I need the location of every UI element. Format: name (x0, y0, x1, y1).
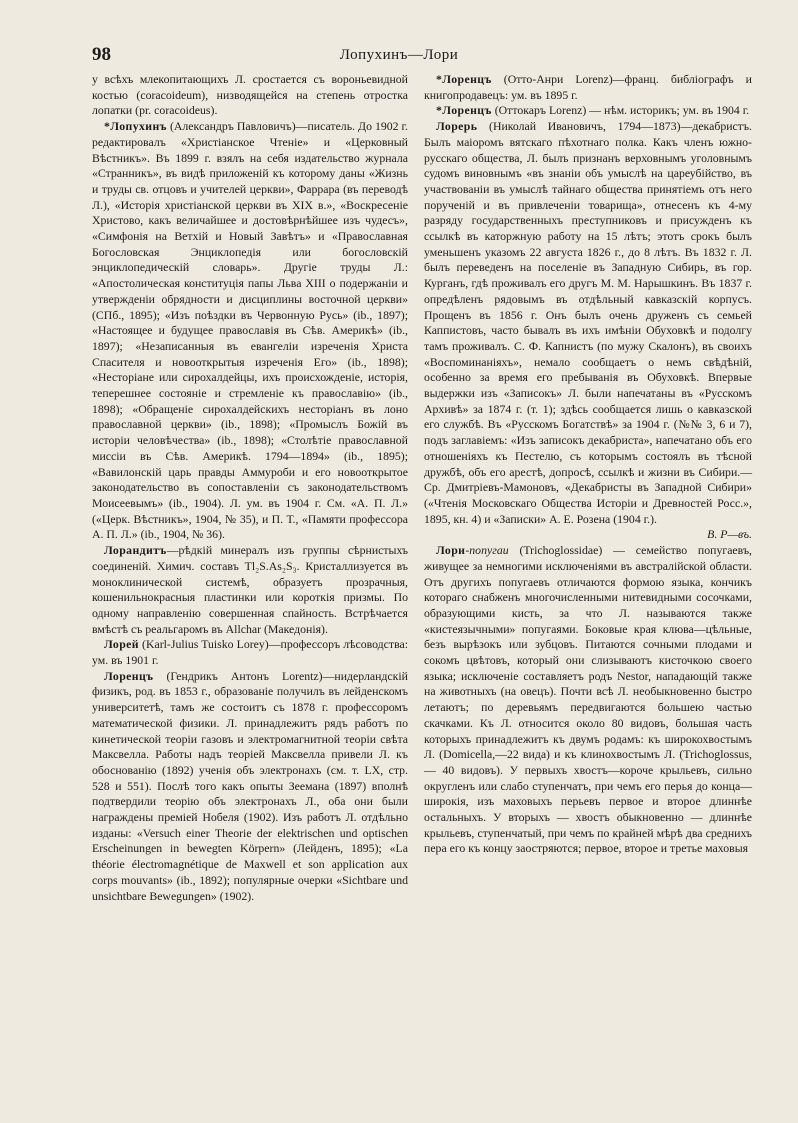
entry-headword: Лоренцъ (104, 668, 154, 683)
entry-text: (Отто-Анри Lorenz)—франц. библіографъ и книгопродавецъ: ум. въ 1895 г. (424, 72, 752, 102)
entry-headword: Лорерь (436, 119, 478, 134)
entry-lopukhin (92, 119, 408, 543)
entry-text: у всѣхъ млекопитающихъ Л. сростается съ вороньевидной костью (coracoideum), низводящейся на степень отростка лопатки (pr. coracoideus). (92, 72, 408, 118)
entry-lorenz-ottokar (424, 103, 752, 119)
entry-headword: Лорандитъ (104, 543, 167, 558)
entry-headword: Лорей (104, 637, 139, 652)
entry-lorey (92, 637, 408, 668)
running-head: Лопухинъ—Лори (339, 47, 459, 63)
author-signature: В. Р—въ. (707, 527, 752, 542)
entry-text: (Оттокаръ Lorenz) — нѣм. историкъ; ум. въ 1904 г. (491, 103, 750, 118)
entry-text: (Karl-Julius Tuisko Lorey)—профессоръ лѣсоводства: ум. въ 1901 г. (92, 637, 408, 668)
entry-headword: *Лопухинъ (104, 119, 167, 134)
page-number: 98 (92, 44, 111, 65)
entry-lorer (424, 119, 752, 543)
entry-headword: *Лоренцъ (436, 103, 492, 118)
entry-text: (Гендрикъ Антонъ Lorentz)—нидерландскій физикъ, род. въ 1853 г., образованіе получилъ въ лейденскомъ университетѣ, тамъ же состоитъ съ 1878 г. профессоромъ математической физики. Л. принадлежитъ рядъ работъ по кинетической теоріи газовъ и электромагнитной теоріи свѣта Максвелла. Работы надъ теоріей Максвелла привели Л. къ обоснованію (1892) ученія объ электронахъ (см. т. LX, стр. 528 и 551). Послѣ того какъ опыты Зеемана (1897) вполнѣ подтвердили теорію объ электронахъ Л., оба они были награждены преміей Нобеля (1902). Изъ работъ Л. отдѣльно изданы: «Versuch einer Theorie der elektrischen und optischen Erscheinungen in bewegten Körpern» (Лейденъ, 1895); «La théorie électromagnétique de Maxwell et son application aux corps mouvants» (ib., 1892); популярные очерки «Sichtbare und unsichtbare Bewegungen» (1902). (92, 668, 408, 903)
entry-text: (Trichoglossidae) — семейство попугаевъ, живущее за немногими исключеніями въ австралійской области. Отъ другихъ попугаевъ отличаются формою языка, кончикъ котораго снабженъ многочисленными нитевидными сосочками, образующими кисть, за что Л. называются также «кистеязычными» попугаями. Боковые края клюва—цѣльные, безъ вырѣзокъ или зубцовъ. Питаются сочными плодами и сокомъ цвѣтовъ, который они слизываютъ кисточкою своего языка; исключеніе составляетъ родъ Nestor, нападающій также на животныхъ (на овецъ). Почти всѣ Л. необыкновенно быстро летаютъ; по деревьямъ передвигаются большею частью скачками. Къ Л. относится около 80 видовъ, большая часть которыхъ принадлежитъ къ двумъ родамъ: къ широкохвостымъ Л. (Domicella,—22 вида) и къ клинохвостымъ Л. (Trichoglossus, — 40 видовъ). У первыхъ хвостъ—короче крыльевъ, сильно округленъ или слабо ступенчатъ, при чемъ его перья до конца—широкія, изъ маховыхъ перьевъ первое и второе длиннѣе остальныхъ. У вторыхъ — хвостъ обыкновенно — длиннѣе крыльевъ, ступенчатый, при чемъ по крайней мѣрѣ два среднихъ пера его къ концу заостряются; первое, второе и третье маховыя (424, 543, 752, 856)
entry-headword: Лори (436, 543, 466, 558)
entry-headword: *Лоренцъ (436, 72, 492, 86)
entry-lori-parrots (424, 543, 752, 857)
entry-lorentz-hendrik (92, 669, 408, 905)
entry-text: (Николай Ивановичъ, 1794—1873)—декабристъ. Былъ маіоромъ вятскаго пѣхотнаго полка. Какъ членъ южно-русскаго общества, Л. былъ признанъ верховнымъ уголовнымъ судомъ виновнымъ «въ знаніи объ умыслѣ на цареубійство, въ участвованіи въ умыслѣ тайнаго общества принятіемъ отъ него порученій и въ привлеченіи товарища», отнесенъ къ 4-му разряду государственныхъ преступниковъ и присужденъ къ ссылкѣ въ каторжную работу на 15 лѣтъ; этотъ срокъ былъ уменьшенъ указомъ 22 августа 1826 г., до 8 лѣтъ. Въ 1832 г. Л. былъ переведенъ на поселеніе въ Западную Сибирь, въ гор. Курганъ, гдѣ проживалъ его другъ М. М. Нарышкинъ. Въ 1837 г. опредѣленъ рядовымъ въ отдѣльный кавказскій корпусъ. Прощенъ въ 1856 г. Онъ былъ очень друженъ съ семьей Каппистовъ, часто бывалъ въ ихъ имѣніи Обуховкѣ и подолгу тамъ проживалъ. С. Ф. Капнистъ (по мужу Скалонъ), въ своихъ «Воспоминаніяхъ», немало сообщаетъ о немъ свѣдѣній, особенно за время его пребыванія въ Обуховкѣ. Впервые выдержки изъ «Записокъ» Л. были напечатаны въ «Русскомъ Архивѣ» за 1874 г. (т. 1); здѣсь сообщается лишь о кавказской его службѣ. Въ «Русскомъ Богатствѣ» за 1904 г. (№№ 3, 6 и 7), подъ заглавіемъ: «Изъ записокъ декабриста», напечатано объ его отношеніяхъ къ Пестелю, съ которымъ состоялъ въ тѣсной дружбѣ, объ его арестѣ, допросѣ, ссылкѣ и жизни въ Сибири.—Ср. Дмитріевъ-Мамоновъ, «Декабристы въ Западной Сибири» («Чтенія Московскаго Общества Исторіи и Древностей Росс.», 1895, кн. 4) и «Записки» А. Е. Розена (1904 г.). (424, 119, 752, 526)
entry-text: —рѣдкій минералъ изъ группы сѣрнистыхъ соединеній. Химич. составъ Tl₂S.As₂S₃. Кристаллизуется въ моноклинической системѣ, образуетъ прозрачныя, кошенильнокрасныя пластинки или короткія призмы. По одному направленію совершенная спайность. Встрѣчается вмѣстѣ съ реальгаромъ въ Allchar (Македонія). (92, 543, 408, 636)
entry-text: (Александръ Павловичъ)—писатель. До 1902 г. редактировалъ «Христіанское Чтеніе» и «Церковный Вѣстникъ». Въ 1899 г. взялъ на себя издательство журнала «Странникъ», въ видѣ приложеній къ которому даны «Жизнь и труды св. отцовъ и учителей церкви», Фаррара (въ переводѣ Л.), «Исторія христіанской церкви въ XIX в.», «Воскресеніе Христово, какъ величайшее и достовѣрнѣйшее изъ чудесъ», «Симфонія на Ветхій и Новый Завѣтъ» и «Православная Богословская Энциклопедія или богословскій энциклопедическій словарь». Другіе труды Л.: «Апостолическая конституція папы Льва XIII о подержаніи и утвержденіи обрядности и дисциплины восточной церкви» (СПб., 1895); «Изъ поѣздки въ Червонную Русь» (ib., 1897); «Настоящее и будущее православія въ Сѣв. Америкѣ» (ib., 1897); «Незаписанныя въ евангеліи изреченія Христа Спасителя и новооткрытыя изреченія Его» (ib., 1898); «Несторіане или сирохалдейцы, ихъ происхожденіе, исторія, теперешнее состояніе и стремленіе къ православію» (ib., 1898); «Обращеніе сирохалдейскихъ несторіанъ въ лоно православной церкви» (ib., 1898); «Промыслъ Божій въ исторіи человѣчества» (ib., 1898); «Столѣтіе православной миссіи въ Сѣв. Америкѣ. 1794—1894» (ib., 1895); «Вавилонскій царь правды Аммуроби и его новооткрытое законодательство въ сопоставленіи съ законодательствомъ Моисеевымъ» (ib., 1904). Л. ум. въ 1904 г. См. «А. П. Л.» («Церк. Вѣстникъ», 1904, № 35), и П. Т., «Памяти профессора А. П. Л.» (ib., 1904, № 36). (92, 119, 408, 542)
entry-headword-suffix: -попугаи (465, 543, 509, 558)
left-column (92, 72, 408, 904)
right-column (424, 72, 752, 857)
entry-continuation (92, 72, 408, 119)
entry-lorenz-otto (424, 72, 752, 103)
entry-lorandit (92, 543, 408, 637)
